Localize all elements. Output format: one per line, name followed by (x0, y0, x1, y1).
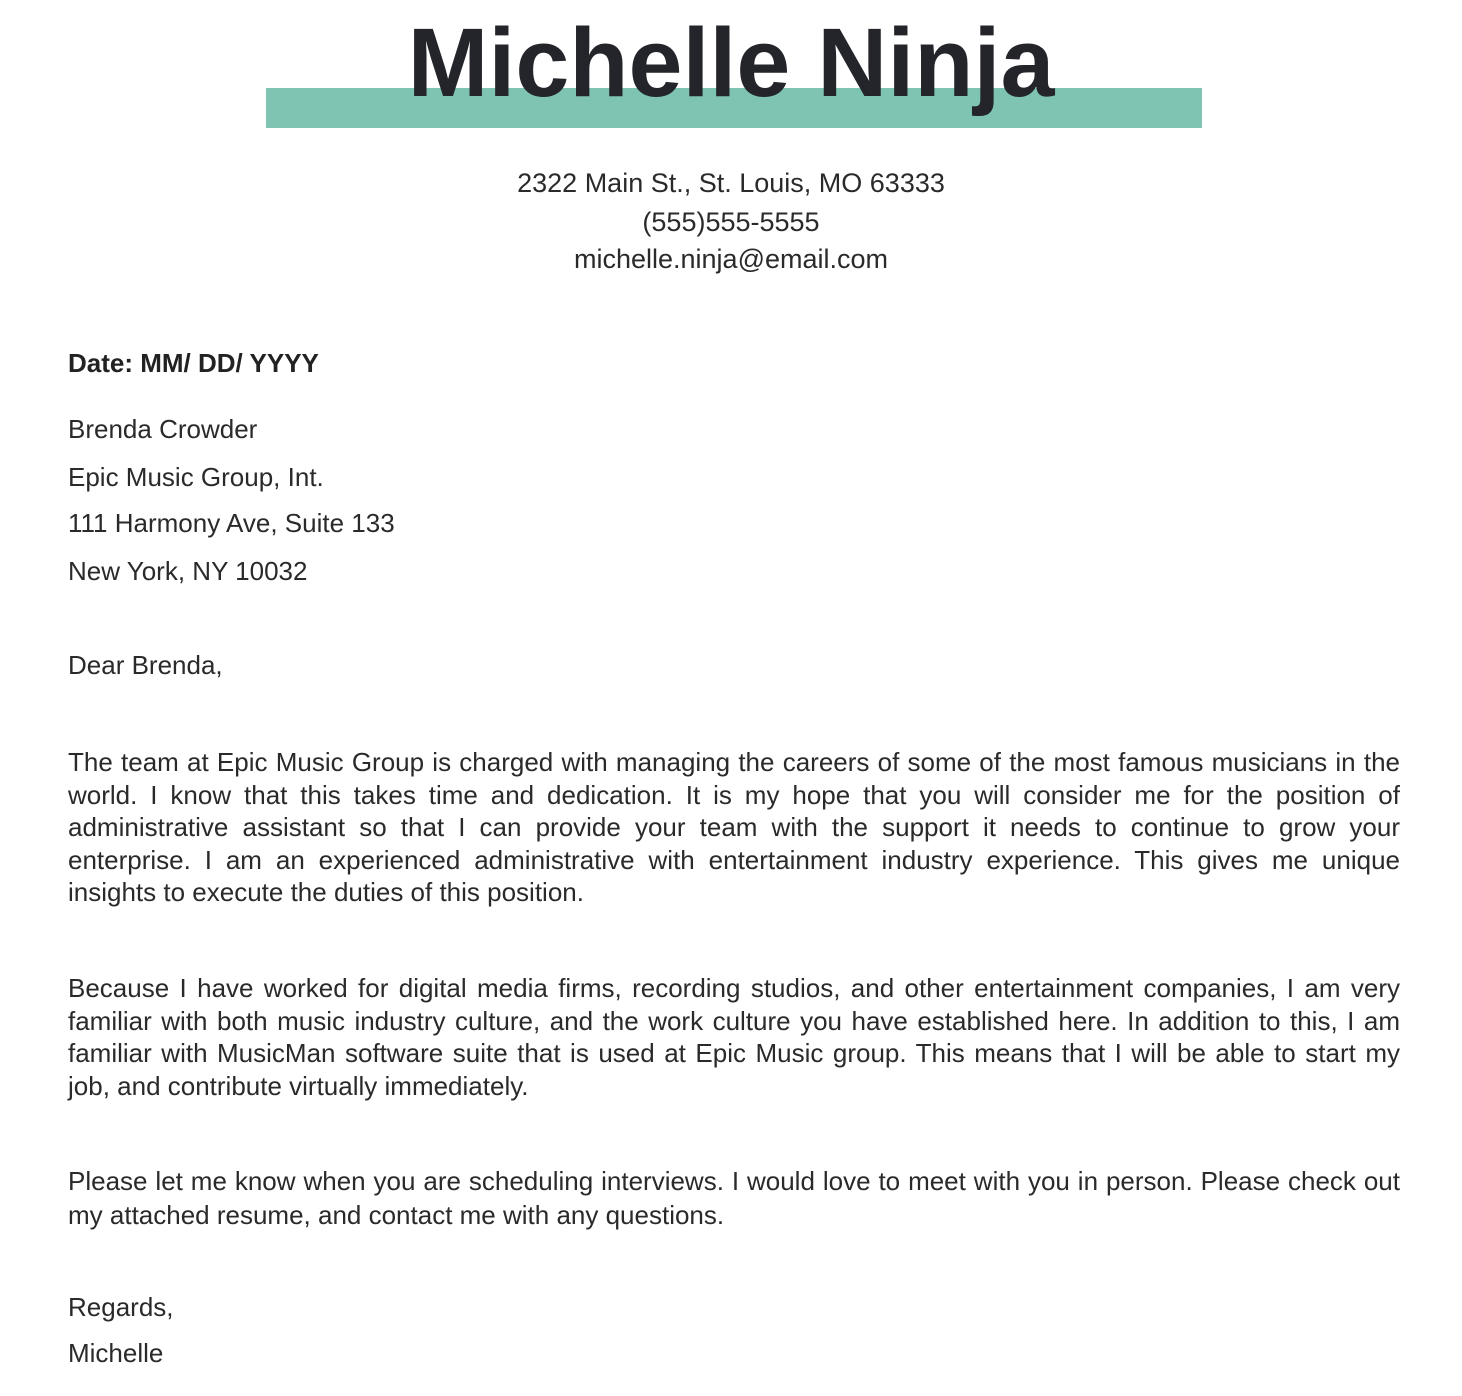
salutation: Dear Brenda, (68, 650, 223, 680)
contact-address: 2322 Main St., St. Louis, MO 63333 (517, 168, 945, 198)
body-paragraph-3: Please let me know when you are scheduling interviews. I would love to meet with you in person. Please check out my attached resume, and contact me with any questions. (68, 1166, 1400, 1230)
closing: Regards, (68, 1292, 174, 1322)
letter-date: Date: MM/ DD/ YYYY (68, 348, 319, 378)
body-paragraph-1: The team at Epic Music Group is charged with managing the careers of some of the most famous musicians in the world. I know that this takes time and dedication. It is my hope that you will consider me for the position of administrative assistant so that I can provide your team with the support it needs to continue to grow your enterprise. I am an experienced administrative with entertainment industry experience. This gives me unique insights to execute the duties of this position. (68, 747, 1400, 907)
contact-phone: (555)555-5555 (642, 207, 820, 237)
signature: Michelle (68, 1338, 164, 1368)
applicant-name: Michelle Ninja (407, 8, 1055, 117)
contact-email: michelle.ninja@email.com (573, 244, 889, 274)
recipient-name: Brenda Crowder (68, 414, 258, 444)
body-paragraph-2: Because I have worked for digital media firms, recording studios, and other entertainment companies, I am very familiar with both music industry culture, and the work culture you have established here. In addition to this, I am familiar with MusicMan software suite that is used at Epic Music group. This means that I will be able to start my job, and contribute virtually immediately. (68, 973, 1400, 1101)
recipient-street: 111 Harmony Ave, Suite 133 (68, 508, 395, 538)
recipient-company: Epic Music Group, Int. (68, 462, 324, 492)
recipient-city: New York, NY 10032 (68, 556, 308, 586)
